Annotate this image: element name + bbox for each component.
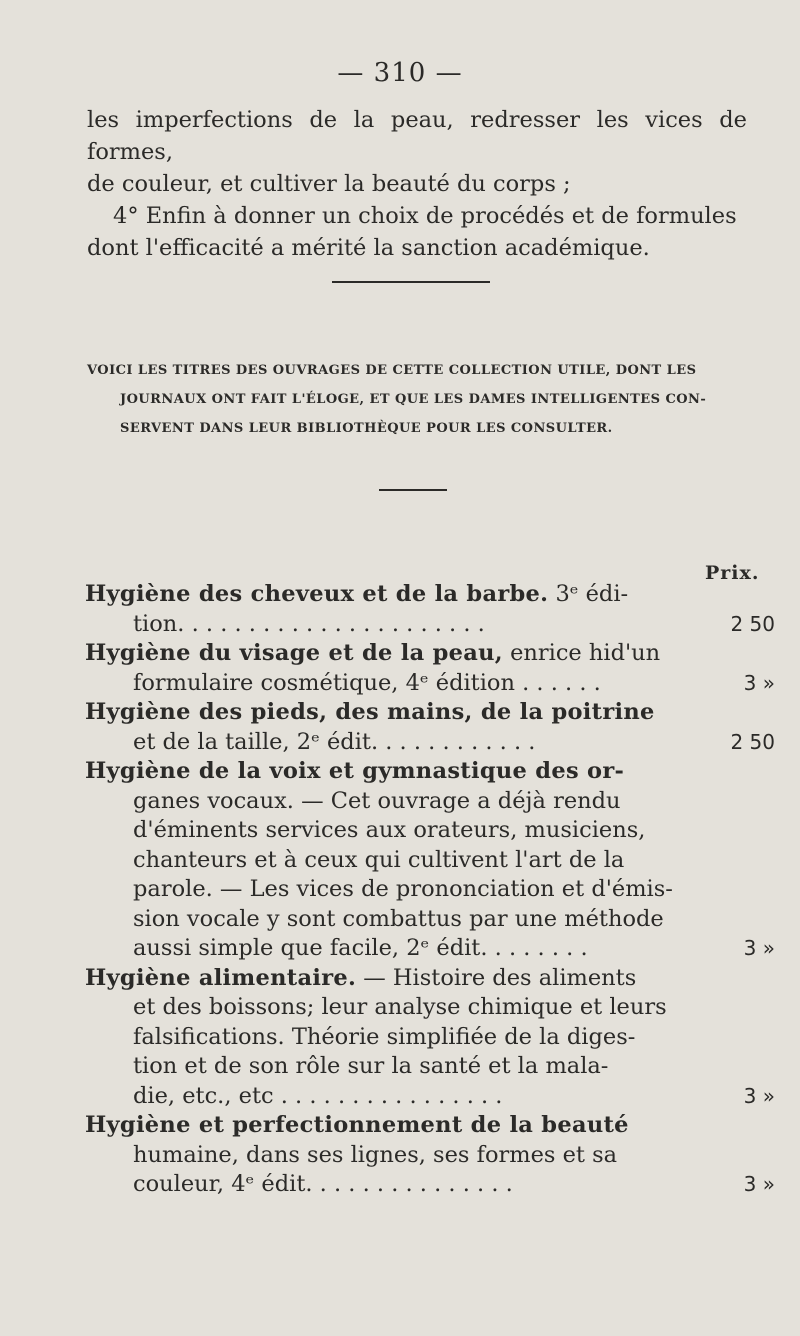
entry-title: Hygiène des cheveux et de la barbe. <box>85 581 549 607</box>
entry-line <box>85 875 765 905</box>
entry-text: chanteurs et à ceux qui cultivent l'art de la <box>133 846 625 873</box>
entry-first-line <box>85 698 765 728</box>
entry-line <box>85 1141 765 1171</box>
short-divider <box>379 489 447 491</box>
entry-text: falsifications. Théorie simplifiée de la diges- <box>133 1023 636 1050</box>
entry-text: — Histoire des aliments <box>356 964 637 991</box>
entry-text: et de la taille, 2ᵉ édit. . . . . . . . . . . . <box>133 728 536 755</box>
entry-line <box>85 934 775 964</box>
entry-first-line <box>85 964 765 994</box>
entry-line <box>85 669 775 699</box>
intro-line: les imperfections de la peau, redresser les vices de formes, <box>87 107 747 165</box>
entry-price: 2 50 <box>730 729 775 754</box>
catalog-list <box>85 580 775 1200</box>
entry-text: d'éminents services aux orateurs, musiciens, <box>133 817 646 843</box>
intro-paragraph <box>87 104 747 264</box>
entry-line <box>85 905 765 935</box>
entry-price: 3 » <box>743 1083 775 1108</box>
entry-text: sion vocale y sont combattus par une méthode <box>133 905 664 932</box>
entry-text: formulaire cosmétique, 4ᵉ édition . . . . . . <box>133 669 601 696</box>
intro-line: de couleur, et cultiver la beauté du corps ; <box>87 171 571 197</box>
notice-line: SERVENT DANS LEUR BIBLIOTHÈQUE POUR LES CONSULTER. <box>120 421 613 436</box>
entry-text: parole. — Les vices de prononciation et d'émis- <box>133 876 673 902</box>
intro-line: dont l'efficacité a mérité la sanction académique. <box>87 235 650 261</box>
catalog-entry <box>85 964 775 1112</box>
entry-price: 3 » <box>743 670 775 695</box>
entry-price: 3 » <box>743 936 775 960</box>
entry-line <box>85 846 765 876</box>
catalog-entry <box>85 698 775 757</box>
page-number: — 310 — <box>337 58 463 88</box>
entry-text: tion et de son rôle sur la santé et la mala- <box>133 1053 609 1079</box>
entry-first-line <box>85 1111 765 1141</box>
entry-first-line <box>85 639 765 669</box>
collection-notice <box>87 356 752 443</box>
catalog-entry <box>85 580 775 639</box>
entry-price: 3 » <box>743 1172 775 1196</box>
entry-line <box>85 993 765 1023</box>
entry-title: Hygiène et perfectionnement de la beauté <box>85 1112 629 1138</box>
entry-title: Hygiène alimentaire. <box>85 964 357 991</box>
entry-first-line <box>85 757 765 787</box>
catalog-entry <box>85 639 775 698</box>
entry-line <box>85 1052 765 1082</box>
entry-text: ganes vocaux. — Cet ouvrage a déjà rendu <box>133 787 621 814</box>
entry-title: Hygiène du visage et de la peau, <box>85 640 503 666</box>
entry-title: Hygiène de la voix et gymnastique des or- <box>85 758 625 784</box>
entry-text: aussi simple que facile, 2ᵉ édit. . . . . . . . <box>133 935 588 961</box>
entry-line <box>85 728 775 758</box>
notice-line: JOURNAUX ONT FAIT L'ÉLOGE, ET QUE LES DAMES INTELLIGENTES CON- <box>120 392 707 407</box>
entry-text: couleur, 4ᵉ édit. . . . . . . . . . . . . . . <box>133 1171 513 1197</box>
entry-text: humaine, dans ses lignes, ses formes et sa <box>133 1141 618 1168</box>
intro-line: 4° Enfin à donner un choix de procédés et de formules <box>113 203 737 229</box>
price-column-header: Prix. <box>705 562 760 584</box>
entry-text: 3ᵉ édi- <box>555 581 629 607</box>
entry-text: die, etc., etc . . . . . . . . . . . . . . . . <box>133 1082 503 1109</box>
notice-line: VOICI LES TITRES DES OUVRAGES DE CETTE COLLECTION UTILE, DONT LES <box>87 363 697 378</box>
entry-text: enrice hid'un <box>502 640 661 666</box>
entry-text: tion. . . . . . . . . . . . . . . . . . . . . . <box>133 610 485 637</box>
entry-first-line <box>85 580 765 610</box>
catalog-entry <box>85 757 775 964</box>
entry-line <box>85 610 775 640</box>
section-divider <box>332 281 490 283</box>
entry-line <box>85 1082 775 1112</box>
catalog-entry <box>85 1111 775 1200</box>
entry-price: 2 50 <box>730 611 775 636</box>
entry-line <box>85 1170 775 1200</box>
entry-text: et des boissons; leur analyse chimique et leurs <box>133 994 667 1020</box>
entry-title: Hygiène des pieds, des mains, de la poitrine <box>85 699 655 725</box>
entry-line <box>85 1023 765 1053</box>
entry-line <box>85 816 765 846</box>
entry-line <box>85 787 765 817</box>
